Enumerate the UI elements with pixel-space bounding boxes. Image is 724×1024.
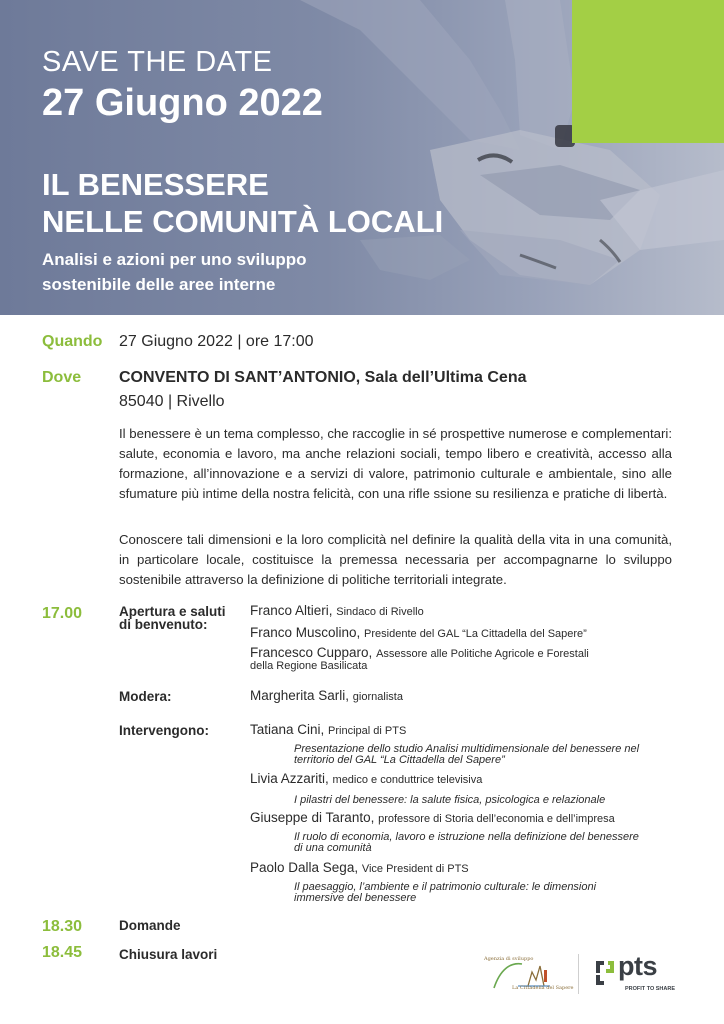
talk-line: I pilastri del benessere: la salute fisica, psicologica e relazionale (294, 794, 606, 806)
time-slot-1845: 18.45 (42, 944, 83, 961)
person-name: Franco Altieri, (250, 603, 337, 618)
greeter-1 (250, 603, 424, 618)
closing-title: Chiusura lavori (119, 947, 218, 962)
talk-line: Presentazione dello studio Analisi multidimensionale del benessere nel (294, 743, 640, 755)
talk-line: immersive del benessere (294, 892, 417, 904)
time-slot-1830: 18.30 (42, 918, 83, 935)
greeter-3-role-continued: della Regione Basilicata (250, 660, 368, 672)
when-label: Quando (42, 333, 103, 350)
talk-line: di una comunità (294, 842, 372, 854)
gal-logo-bottom-text: La Cittadella del Sapere (512, 985, 574, 991)
opening-title-line: di benvenuto: (119, 617, 208, 632)
person-name: Livia Azzariti, (250, 771, 333, 786)
person-role: professore di Storia dell’economia e dell’impresa (378, 813, 615, 825)
talk-title (294, 832, 639, 854)
moderator (250, 688, 403, 703)
event-subtitle (42, 247, 306, 297)
time-slot-1700: 17.00 (42, 605, 83, 622)
moderator-label: Modera: (119, 689, 172, 704)
accent-block (572, 0, 724, 143)
speaker-1 (250, 722, 406, 737)
title-line: NELLE COMUNITÀ LOCALI (42, 204, 444, 239)
speaker-2 (250, 771, 482, 786)
person-name: Paolo Dalla Sega, (250, 860, 362, 875)
person-role: Principal di PTS (328, 725, 407, 737)
questions-title: Domande (119, 918, 181, 933)
talk-title (294, 795, 605, 806)
person-name: Tatiana Cini, (250, 722, 329, 737)
person-name: Giuseppe di Taranto, (250, 810, 379, 825)
pts-tagline: PROFIT TO SHARE (625, 986, 676, 992)
where-address: 85040 | Rivello (119, 393, 225, 410)
subtitle-line: Analisi e azioni per uno sviluppo (42, 250, 307, 269)
person-role: Assessore alle Politiche Agricole e Forestali (376, 648, 589, 660)
person-role: medico e conduttrice televisiva (332, 774, 483, 786)
talk-title (294, 744, 639, 766)
pts-logo-text: pts (618, 951, 657, 981)
speaker-3 (250, 810, 615, 825)
where-venue: CONVENTO DI SANT’ANTONIO, Sala dell’Ultima Cena (119, 369, 527, 386)
person-role: Vice President di PTS (361, 863, 469, 875)
title-line: IL BENESSERE (42, 167, 269, 202)
person-name: Franco Muscolino, (250, 625, 365, 640)
logo-divider (578, 954, 579, 994)
person-role: giornalista (352, 691, 403, 703)
hero-banner (0, 0, 724, 315)
description-paragraph-1: Il benessere è un tema complesso, che raccoglie in sé prospettive numerose e complementari: salute, economia e lavoro, ma anche relazioni sociali, tempo libero e creatività, accesso alla formazione, all’innovazione e a servizi di valore, patrimonio culturale e ambientale, sino alle sfumature più intime della nostra felicità, con una rifle ssione su resilienza e pratiche di libertà. (119, 426, 672, 501)
gal-logo-top-text: Agenzia di sviluppo (484, 956, 534, 962)
talk-line: territorio del GAL “La Cittadella del Sapere” (294, 754, 505, 766)
person-role: Sindaco di Rivello (336, 606, 424, 618)
talk-title (294, 882, 596, 904)
event-date-heading: 27 Giugno 2022 (42, 82, 323, 124)
when-value: 27 Giugno 2022 | ore 17:00 (119, 333, 314, 350)
person-name: Francesco Cupparo, (250, 645, 377, 660)
talk-line: Il paesaggio, l’ambiente e il patrimonio culturale: le dimensioni (294, 881, 597, 893)
opening-title (119, 605, 226, 631)
speakers-label: Intervengono: (119, 723, 209, 738)
opening-title-line: Apertura e saluti (119, 604, 226, 619)
description-paragraph-2: Conoscere tali dimensioni e la loro complicità nel definire la qualità della vita in una comunità, in particolare locale, costituisce la premessa necessaria per accompagnarne lo sviluppo sostenibile attraverso la definizione di politiche territoriali integrate. (119, 532, 672, 587)
person-name: Margherita Sarli, (250, 688, 353, 703)
subtitle-line: sostenibile delle aree interne (42, 275, 276, 294)
greeter-2 (250, 625, 587, 640)
save-the-date-label: SAVE THE DATE (42, 46, 273, 78)
event-title (42, 166, 443, 240)
speaker-4 (250, 860, 469, 875)
greeter-3 (250, 645, 589, 660)
where-label: Dove (42, 369, 82, 386)
person-role: Presidente del GAL “La Cittadella del Sapere” (364, 628, 587, 640)
talk-line: Il ruolo di economia, lavoro e istruzione nella definizione del benessere (294, 831, 639, 843)
